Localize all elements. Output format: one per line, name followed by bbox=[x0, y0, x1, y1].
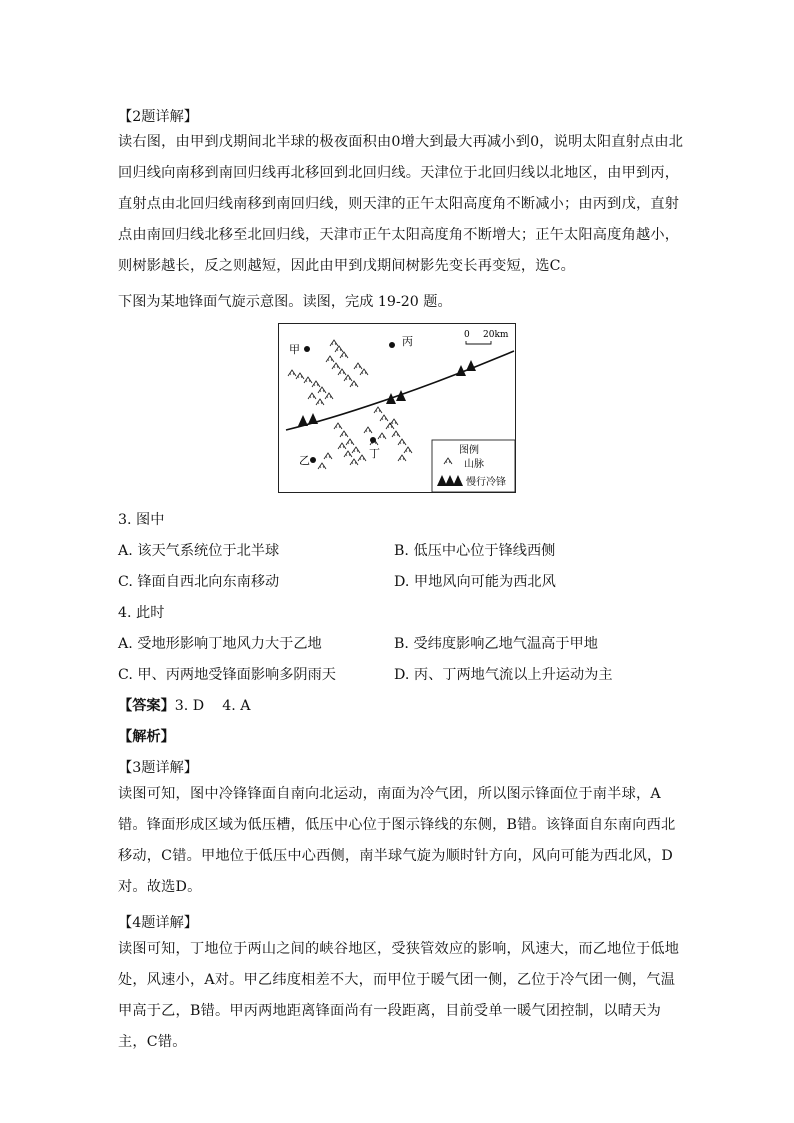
q4-stem: 4. 此时 bbox=[118, 605, 165, 621]
q2-detail-text: 读右图，由甲到戊期间北半球的极夜面积由0增大到最大再减小到0，说明太阳直射点由北回归线向南移到南回归线再北移回到北回归线。天津位于北回归线以北地区，由甲到丙，直射点由北回归线南移到南回归线，则天津的正午太阳高度角不断减小；由丙到戊，直射点由南回归线北移至北回归线，天津市正午太阳高度角不断增大；正午太阳高度角越小，则树影越长，反之则越短，因此由甲到戊期间树影先变长再变短，选C。 bbox=[118, 134, 684, 274]
q4-detail-text: 读图可知，丁地位于两山之间的峡谷地区，受狭管效应的影响，风速大，而乙地位于低地处，风速小，A对。甲乙纬度相差不大，而甲位于暖气团一侧，乙位于冷气团一侧，气温甲高于乙，B错。甲丙两地距离锋面尚有一段距离，目前受单一暖气团控制，以晴天为主，C错。 bbox=[118, 941, 680, 1050]
q3-detail-text: 读图可知，图中冷锋锋面自南向北运动，南面为冷气团，所以图示锋面位于南半球，A错。锋面形成区域为低压槽，低压中心位于图示锋线的东侧，B错。该锋面自东南向西北移动，C错。甲地位于低压中心西侧，南半球气旋为顺时针方向，风向可能为西北风，D对。故选D。 bbox=[118, 786, 676, 895]
q3-stem: 3. 图中 bbox=[118, 512, 165, 528]
legend-mountain: 山脉 bbox=[464, 459, 484, 470]
label-jia: 甲 bbox=[289, 343, 300, 356]
label-yi: 乙 bbox=[299, 454, 310, 467]
point-ding-dot bbox=[370, 437, 376, 443]
q4-option-a: A. 受地形影响丁地风力大于乙地 bbox=[118, 636, 322, 652]
answer-line bbox=[118, 695, 251, 715]
label-ding: 丁 bbox=[369, 447, 380, 460]
scale-value: 20km bbox=[483, 330, 509, 340]
label-bing: 丙 bbox=[402, 335, 413, 348]
q3-detail-heading: 【3题详解】 bbox=[118, 760, 198, 776]
frontal-cyclone-figure bbox=[278, 323, 516, 493]
scale-zero: 0 bbox=[464, 330, 470, 340]
point-yi-dot bbox=[310, 457, 316, 463]
q3-option-b: B. 低压中心位于锋线西侧 bbox=[394, 543, 556, 559]
answer-text: 3. D 4. A bbox=[174, 698, 251, 714]
legend bbox=[432, 440, 515, 492]
q4-detail-heading: 【4题详解】 bbox=[118, 915, 198, 931]
legend-front: 慢行冷锋 bbox=[466, 477, 506, 488]
intro-text: 下图为某地锋面气旋示意图。读图，完成 19-20 题。 bbox=[118, 294, 452, 310]
legend-title: 图例 bbox=[459, 445, 479, 456]
q4-option-d: D. 丙、丁两地气流以上升运动为主 bbox=[394, 667, 613, 683]
q4-option-b: B. 受纬度影响乙地气温高于甲地 bbox=[394, 636, 598, 652]
q3-option-a: A. 该天气系统位于北半球 bbox=[118, 543, 280, 559]
q4-option-c: C. 甲、丙两地受锋面影响多阴雨天 bbox=[118, 667, 336, 683]
q2-detail-heading: 【2题详解】 bbox=[118, 109, 198, 125]
point-bing-dot bbox=[389, 342, 395, 348]
analysis-label: 【解析】 bbox=[118, 729, 175, 745]
point-jia-dot bbox=[304, 346, 310, 352]
q3-option-c: C. 锋面自西北向东南移动 bbox=[118, 574, 280, 590]
q3-option-d: D. 甲地风向可能为西北风 bbox=[394, 574, 556, 590]
answer-label: 【答案】 bbox=[118, 698, 175, 714]
